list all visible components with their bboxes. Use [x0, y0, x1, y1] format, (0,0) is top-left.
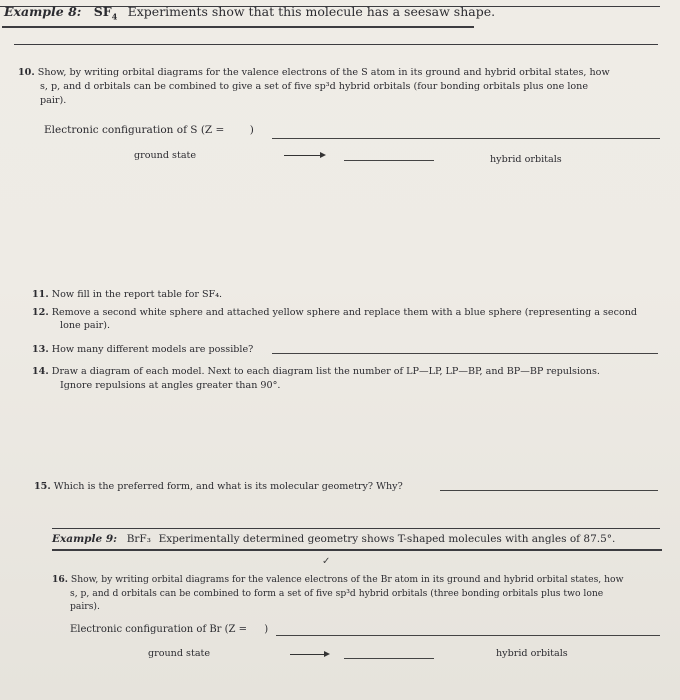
q14-block: [32, 366, 600, 378]
q13-text: How many different models are possible?: [51, 344, 254, 355]
example9-title: Experimentally determined geometry shows T-shaped molecules with angles of 87.5°.: [158, 533, 616, 545]
q15-number: 15.: [34, 481, 51, 492]
q14-number: 14.: [32, 366, 49, 377]
q16-config-close: ): [264, 624, 269, 635]
example8-title: Experiments show that this molecule has a seesaw shape.: [127, 4, 496, 19]
example9-underline: [52, 549, 662, 551]
q10-hybrid-orbitals: hybrid orbitals: [490, 154, 562, 165]
q10-config-answer-line[interactable]: [272, 138, 660, 139]
q10-config: [44, 124, 254, 136]
example8-label: Example 8:: [4, 4, 82, 19]
q10-ground-state: ground state: [134, 150, 197, 161]
q16-hybrid-orbitals: hybrid orbitals: [496, 648, 568, 659]
q10-line2: s, p, and d orbitals can be combined to give a set of five sp³d hybrid orbitals (four bonding orbitals plus one lone: [40, 81, 589, 92]
q14-line2: Ignore repulsions at angles greater than 90°.: [60, 380, 281, 391]
q10-hybrid-blank[interactable]: [344, 160, 434, 161]
q15-answer-line[interactable]: [440, 490, 658, 491]
example9-header: [52, 533, 615, 545]
q12-number: 12.: [32, 307, 49, 318]
q11-block: [32, 289, 222, 301]
q15-block: [34, 481, 403, 493]
q16-line2: s, p, and d orbitals can be combined to form a set of five sp³d hybrid orbitals (three bonding orbitals plus two lone: [70, 588, 604, 599]
q10-arrow: [284, 155, 324, 156]
q10-line3: pair).: [40, 95, 67, 106]
q15-text: Which is the preferred form, and what is its molecular geometry? Why?: [53, 481, 403, 492]
q13-answer-line[interactable]: [272, 353, 658, 354]
q16-line1: Show, by writing orbital diagrams for the valence electrons of the Br atom in its ground and hybrid orbital states, how: [70, 574, 624, 585]
q16-config-answer-line[interactable]: [276, 635, 660, 636]
example8-underline: [2, 26, 474, 28]
example9-formula: BrF₃: [126, 533, 151, 545]
example8-formula: SF: [93, 4, 112, 19]
q10-number: 10.: [18, 67, 35, 78]
q16-arrow: [290, 654, 328, 655]
q12-block: [32, 307, 637, 319]
q13-number: 13.: [32, 344, 49, 355]
q10-line1: Show, by writing orbital diagrams for the valence electrons of the S atom in its ground and hybrid orbital states, how: [37, 67, 610, 78]
q12-line2: lone pair).: [60, 320, 111, 331]
example9-label: Example 9:: [52, 533, 118, 545]
q16-line3: pairs).: [70, 601, 100, 612]
example8-formula-sub: 4: [111, 11, 118, 22]
q10-config-close: ): [249, 124, 254, 136]
example8-rule: [14, 44, 658, 45]
q16-config: [70, 624, 268, 636]
q16-ground-state: ground state: [148, 648, 211, 659]
q14-line1: Draw a diagram of each model. Next to each diagram list the number of LP—LP, LP—BP, and BP—BP repulsions.: [51, 366, 600, 377]
q16-block: [52, 574, 623, 586]
check-mark-icon: ✓: [322, 556, 331, 567]
q10-config-label: Electronic configuration of S (Z =: [44, 124, 225, 136]
q16-number: 16.: [52, 574, 68, 585]
example9-top-rule: [52, 528, 660, 529]
q10-block: [18, 67, 610, 79]
q11-text: Now fill in the report table for SF₄.: [51, 289, 223, 300]
example8-header: [4, 4, 495, 22]
q12-line1: Remove a second white sphere and attached yellow sphere and replace them with a blue sphere (representing a second: [51, 307, 638, 318]
q16-config-label: Electronic configuration of Br (Z =: [70, 624, 248, 635]
q11-number: 11.: [32, 289, 49, 300]
q16-hybrid-blank[interactable]: [344, 658, 434, 659]
q13-block: [32, 344, 253, 356]
